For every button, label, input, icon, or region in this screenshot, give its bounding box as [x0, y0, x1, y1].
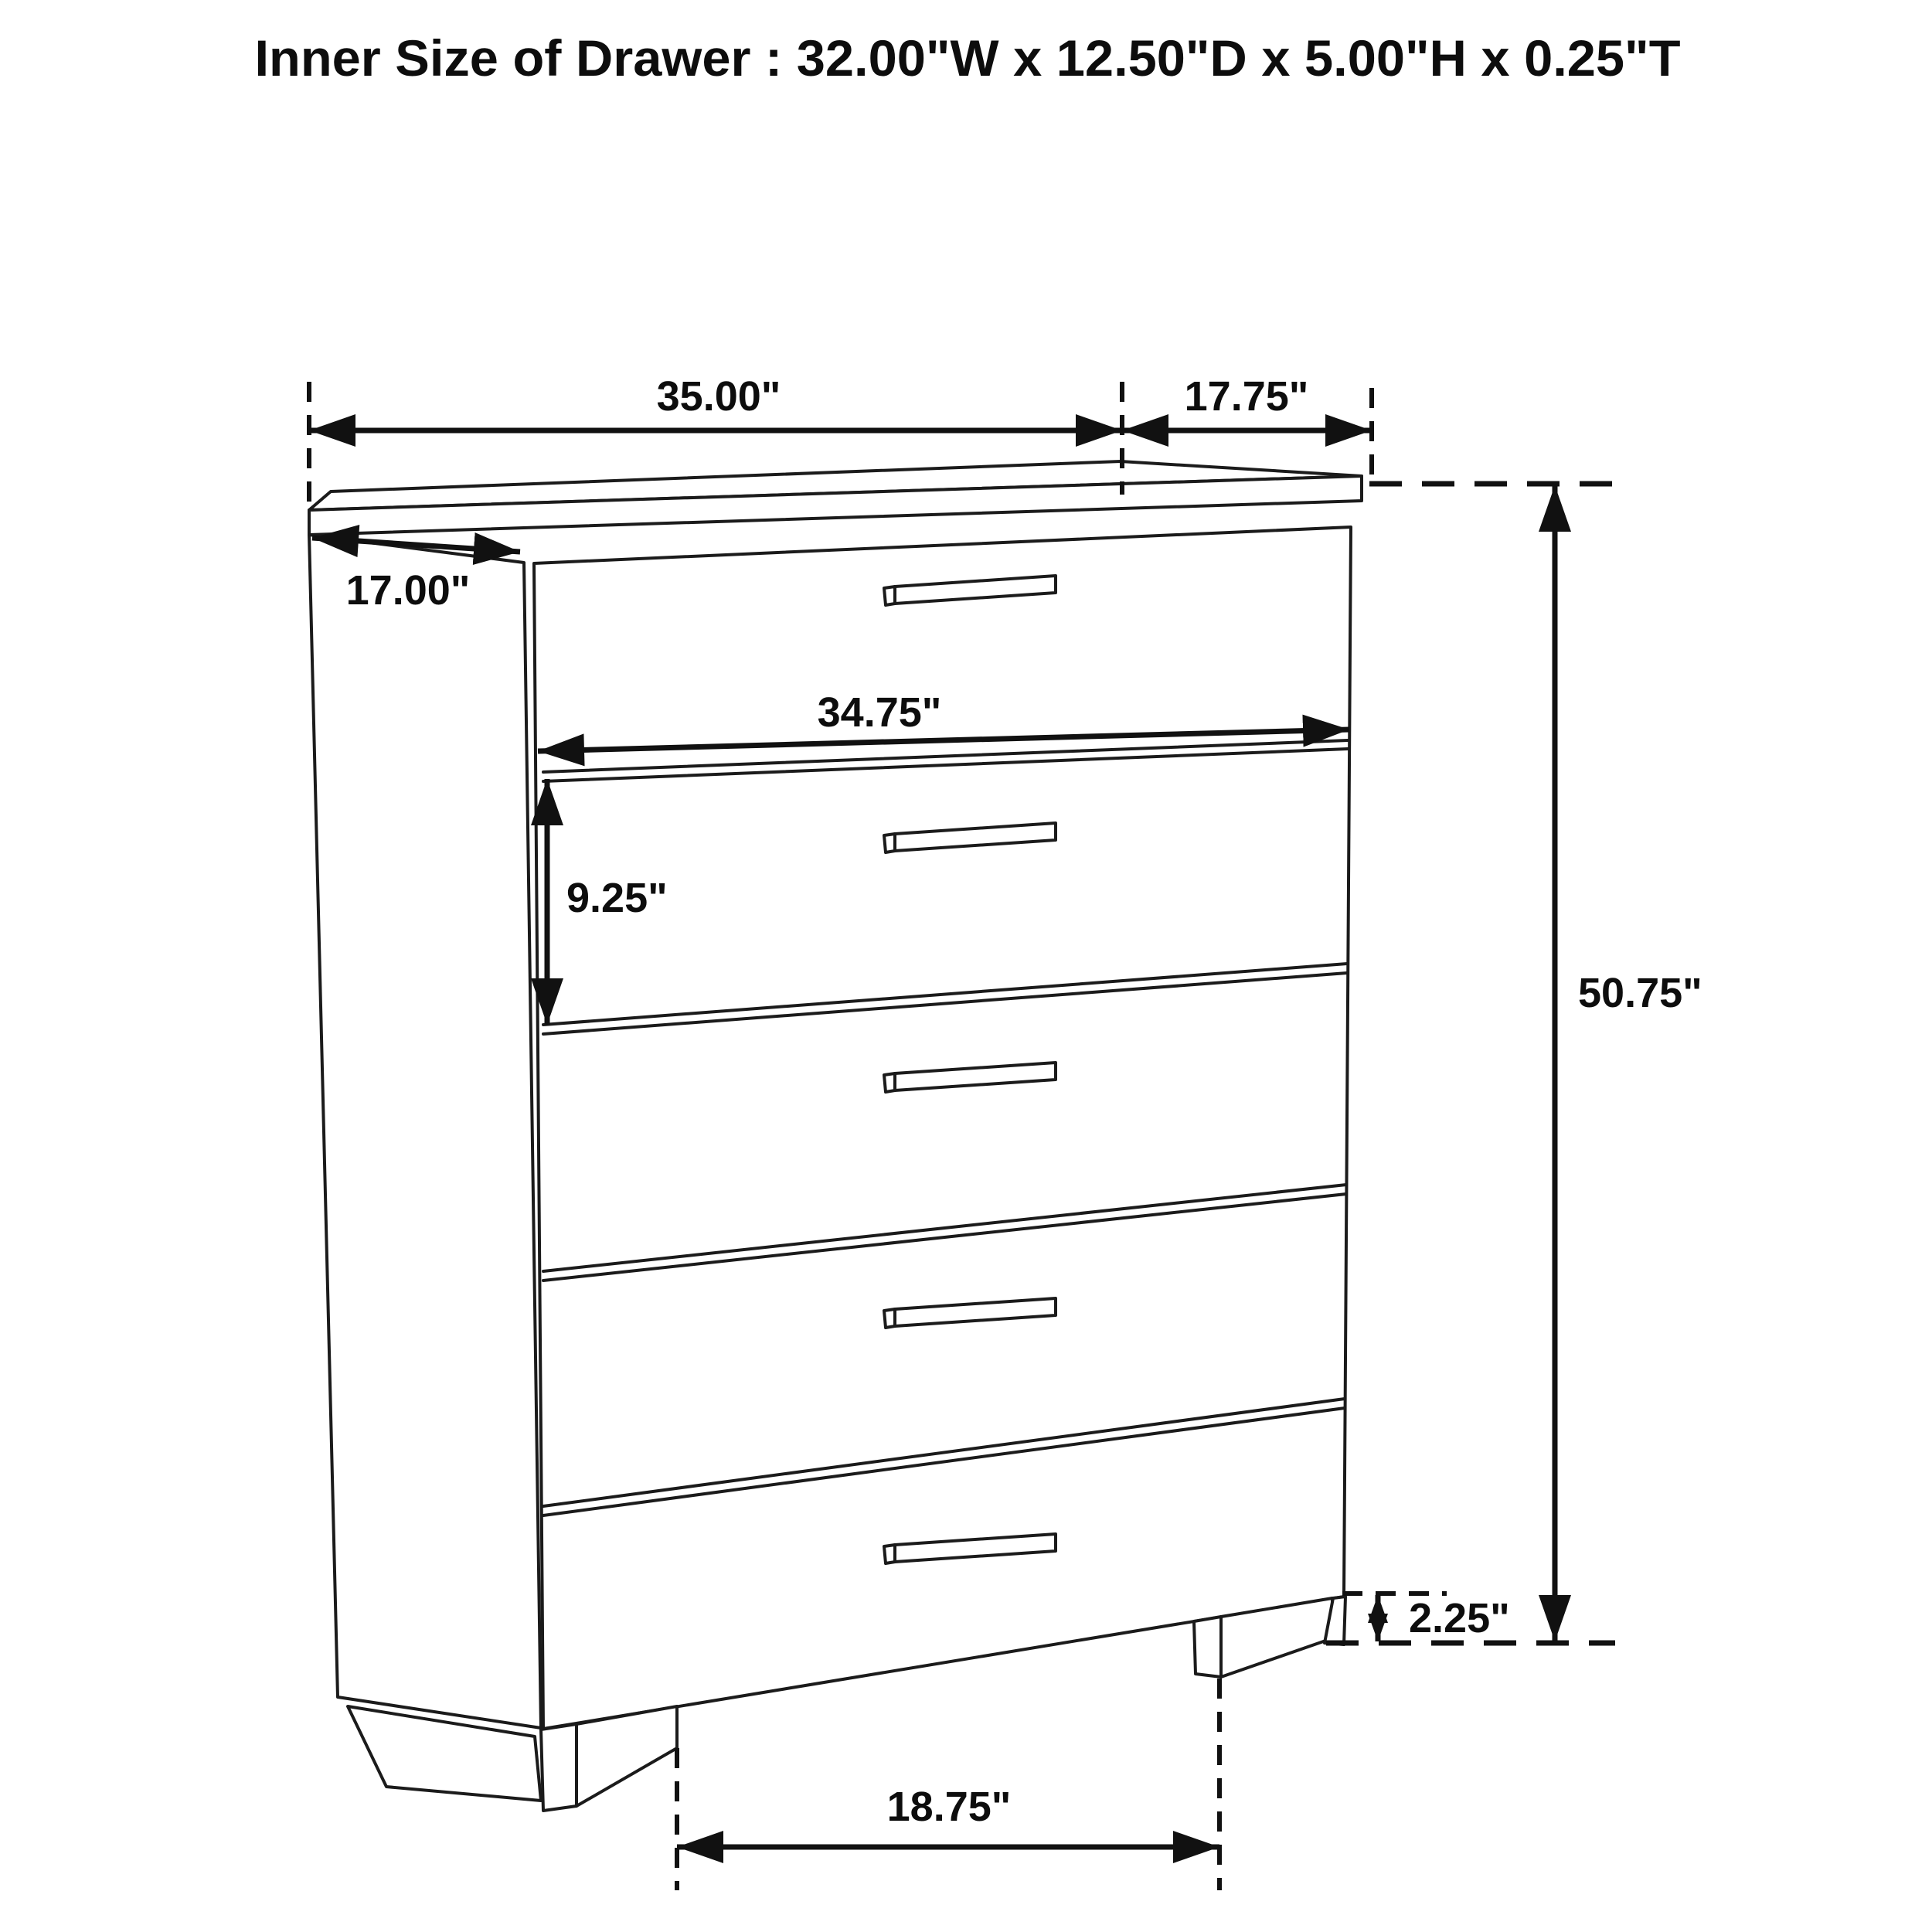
- handle-end-cap: [884, 587, 895, 605]
- front-left-leg-front: [541, 1724, 577, 1811]
- chest-drawing: [309, 461, 1362, 1811]
- dimension-label: 18.75": [886, 1784, 1012, 1830]
- dimension-label: 34.75": [817, 689, 942, 736]
- dimension-leg-spacing: [677, 1679, 1219, 1890]
- handle-end-cap: [884, 1545, 895, 1563]
- dimension-label: 50.75": [1578, 970, 1702, 1016]
- chest-top-panel: [309, 461, 1362, 535]
- dimension-label: 17.00": [345, 567, 471, 614]
- dimension-overall-height: [1369, 484, 1702, 1641]
- dimension-label: 9.25": [566, 875, 668, 921]
- front-right-leg-front: [1194, 1617, 1221, 1677]
- front-left-leg-side: [577, 1706, 677, 1806]
- handle-end-cap: [884, 1073, 895, 1092]
- page-title: Inner Size of Drawer : 32.00"W x 12.50"D x 5.00"H x 0.25"T: [254, 29, 1681, 87]
- handle-end-cap: [884, 1309, 895, 1328]
- handle-end-cap: [884, 834, 895, 852]
- dimension-label: 17.75": [1184, 373, 1309, 420]
- dimension-foot-height: [1326, 1594, 1615, 1643]
- dimension-label: 35.00": [656, 373, 781, 420]
- side-panel: [309, 535, 541, 1728]
- dimension-label: 2.25": [1409, 1595, 1510, 1641]
